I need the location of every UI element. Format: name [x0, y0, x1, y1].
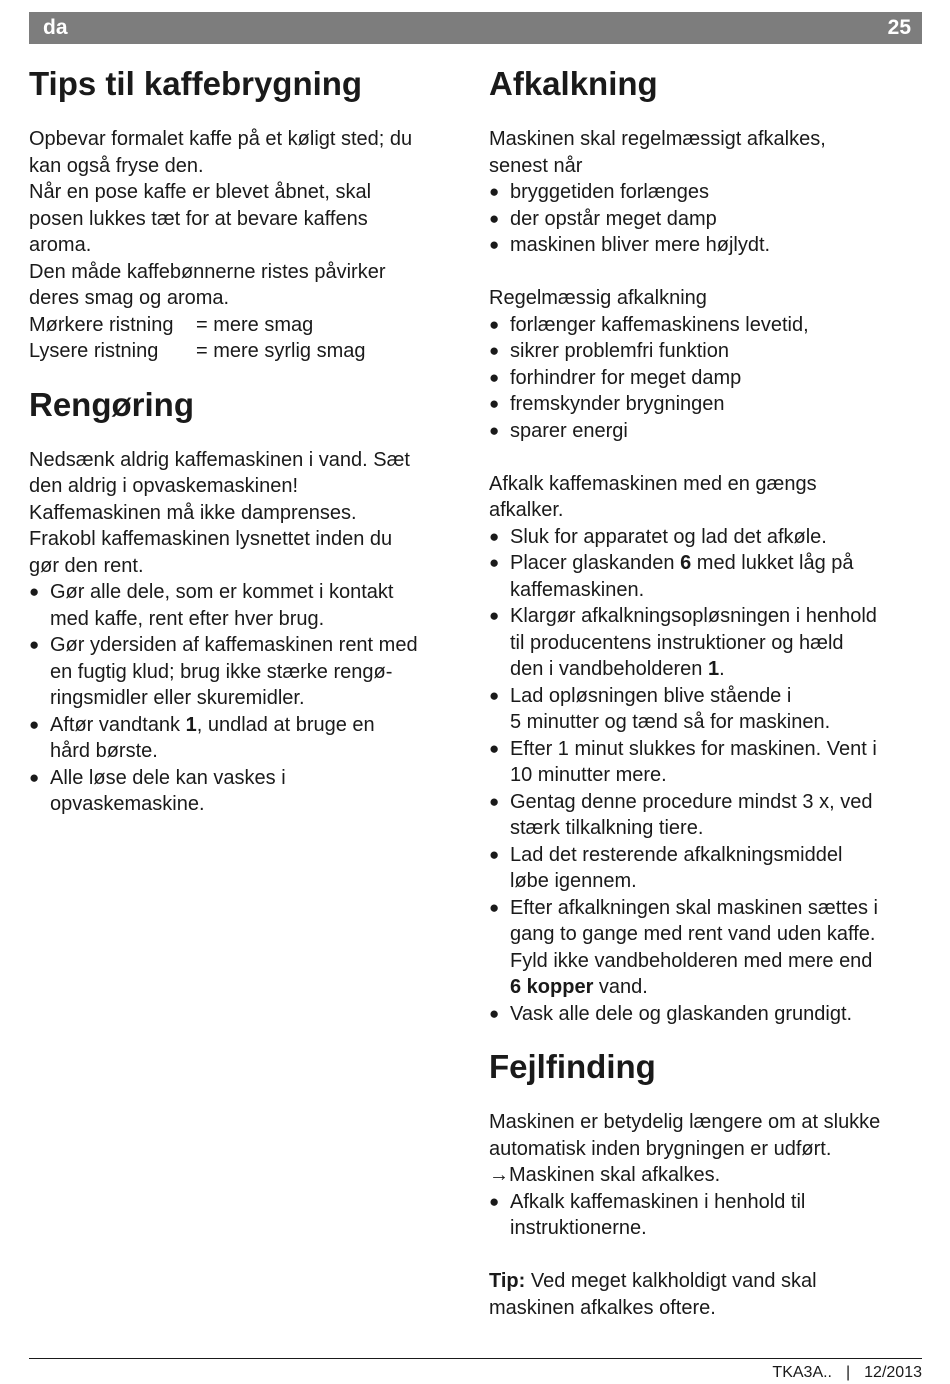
- text-line: ● Gør alle dele, som er kommet i kontakt: [50, 581, 394, 603]
- list-item: [489, 683, 929, 736]
- descaling-when-list: [489, 179, 929, 259]
- text-span: Aftør vandtank: [50, 713, 186, 736]
- text-line: ringsmidler eller skuremidler.: [50, 687, 305, 709]
- tip-label: Tip:: [489, 1270, 526, 1292]
- list-item: ● sikrer problemfri funktion: [489, 338, 929, 365]
- text-line: hård børste.: [50, 740, 158, 762]
- troubleshooting-heading: Fejlfinding: [489, 1048, 656, 1085]
- text-line: afkalker.: [489, 499, 564, 521]
- list-item: [489, 603, 929, 683]
- text-line: med kaffe, rent efter hver brug.: [50, 607, 325, 630]
- roast-row: [29, 338, 469, 365]
- list-item: [489, 842, 929, 895]
- tip-note: [489, 1268, 929, 1321]
- text-line: posen lukkes tæt for at bevare kaffens: [29, 207, 368, 230]
- text-line: kan også fryse den.: [29, 154, 204, 177]
- footer-divider: [29, 1358, 922, 1359]
- text-span: , undlad at bruge en: [196, 713, 375, 736]
- text-line: ● Efter afkalkningen skal maskinen sættes i: [510, 896, 878, 919]
- roast-value: = mere smag: [196, 313, 314, 336]
- text-span: med lukket låg på: [691, 552, 854, 574]
- model-number: TKA3A..: [772, 1364, 832, 1381]
- tips-heading: Tips til kaffebrygning: [29, 65, 363, 102]
- text-line: ● Gentag denne procedure mindst 3 x, ved: [510, 790, 873, 813]
- publication-date: 12/2013: [864, 1364, 922, 1381]
- text-line: gang to gange med rent vand uden kaffe.: [510, 923, 876, 945]
- text-line: [510, 974, 929, 1001]
- text-line: kaffemaskinen.: [510, 578, 645, 601]
- list-item: [29, 765, 469, 818]
- list-item: [29, 579, 469, 632]
- tank-ref: 1: [707, 658, 720, 680]
- text-line: [50, 712, 469, 739]
- cleaning-text: [29, 447, 469, 580]
- text-line: ● Afkalk kaffemaskinen i henhold til: [510, 1190, 806, 1213]
- text-line: Nedsænk aldrig kaffemaskinen i vand. Sæt: [29, 448, 410, 471]
- text-line: maskinen afkalkes oftere.: [489, 1296, 716, 1319]
- list-item: ● forhindrer for meget damp: [489, 365, 929, 392]
- footer-separator: |: [846, 1364, 851, 1381]
- text-line: senest når: [489, 154, 583, 177]
- descaling-how-intro: [489, 471, 929, 524]
- list-item: [489, 895, 929, 1001]
- list-item: [29, 632, 469, 712]
- tank-ref: 1: [185, 713, 197, 736]
- list-item: [489, 789, 929, 842]
- text-line: ● Gør ydersiden af kaffemaskinen rent med: [50, 634, 418, 656]
- cleaning-heading: Rengøring: [29, 385, 194, 423]
- text-line: stærk tilkalkning tiere.: [510, 817, 704, 839]
- list-item: ● Vask alle dele og glaskanden grundigt.: [489, 1001, 929, 1028]
- list-item: [489, 736, 929, 789]
- list-item: [29, 712, 469, 765]
- right-column: [489, 62, 929, 1321]
- list-item: ● der opstår meget damp: [489, 206, 929, 233]
- text-line: ● Lad det resterende afkalkningsmiddel: [510, 843, 843, 866]
- troubleshooting-problem: [489, 1109, 929, 1189]
- text-line: Opbevar formalet kaffe på et køligt sted; du: [29, 128, 413, 150]
- list-item: ● maskinen bliver mere højlydt.: [489, 232, 929, 259]
- text-line: [489, 1268, 929, 1295]
- text-line: ● Alle løse dele kan vaskes i: [50, 766, 286, 789]
- roast-label: Lysere ristning: [29, 340, 159, 362]
- descaling-intro: [489, 126, 929, 179]
- list-item: ● bryggetiden forlænges: [489, 179, 929, 206]
- text-span: Ved meget kalkholdigt vand skal: [525, 1270, 817, 1292]
- regular-descaling-title: Regelmæssig afkalkning: [489, 287, 707, 309]
- text-span: .: [719, 658, 725, 680]
- text-span: Placer glaskanden: [510, 552, 681, 574]
- descaling-heading: Afkalkning: [489, 65, 658, 102]
- troubleshooting-action: [489, 1189, 929, 1242]
- cause-line: →Maskinen skal afkalkes.: [489, 1164, 721, 1186]
- text-line: Maskinen skal regelmæssigt afkalkes,: [489, 128, 826, 150]
- cleaning-bullets: [29, 579, 469, 818]
- benefits-list: [489, 312, 929, 445]
- text-line: til producentens instruktioner og hæld: [510, 631, 844, 654]
- page-header: [29, 12, 922, 44]
- text-line: ● Klargør afkalkningsopløsningen i henhold: [510, 605, 877, 627]
- cups-limit: 6 kopper: [510, 976, 594, 998]
- list-item: [489, 1189, 929, 1242]
- list-item: [489, 550, 929, 603]
- text-line: gør den rent.: [29, 554, 144, 577]
- text-line: [510, 550, 929, 577]
- list-item: ● fremskynder brygningen: [489, 391, 929, 418]
- text-line: Når en pose kaffe er blevet åbnet, skal: [29, 181, 372, 203]
- language-code: da: [43, 16, 68, 39]
- text-line: Den måde kaffebønnerne ristes påvirker: [29, 260, 386, 283]
- list-item: ● Sluk for apparatet og lad det afkøle.: [489, 524, 929, 551]
- text-line: ● Lad opløsningen blive stående i: [510, 684, 792, 707]
- text-line: løbe igennem.: [510, 870, 637, 892]
- text-span: den i vandbeholderen: [510, 658, 708, 680]
- jug-ref: 6: [680, 552, 692, 574]
- text-line: ● Efter 1 minut slukkes for maskinen. Vent i: [510, 737, 877, 760]
- list-item: ● sparer energi: [489, 418, 929, 445]
- text-line: 5 minutter og tænd så for maskinen.: [510, 711, 831, 733]
- text-span: vand.: [593, 976, 648, 998]
- roast-label: Mørkere ristning: [29, 313, 174, 336]
- text-line: en fugtig klud; brug ikke stærke rengø-: [50, 660, 393, 683]
- text-line: automatisk inden brygningen er udført.: [489, 1137, 832, 1160]
- roast-value: = mere syrlig smag: [196, 340, 366, 362]
- roast-row: [29, 312, 469, 339]
- text-line: 10 minutter mere.: [510, 764, 667, 786]
- text-line: Afkalk kaffemaskinen med en gængs: [489, 472, 817, 495]
- text-line: instruktionerne.: [510, 1217, 647, 1239]
- page-number: 25: [887, 16, 911, 39]
- text-line: Fyld ikke vandbeholderen med mere end: [510, 949, 873, 972]
- text-line: deres smag og aroma.: [29, 287, 230, 309]
- descaling-steps: [489, 524, 929, 1028]
- text-line: Maskinen er betydelig længere om at slukke: [489, 1111, 881, 1133]
- page-footer: [772, 1364, 922, 1382]
- text-line: Kaffemaskinen må ikke damprenses.: [29, 501, 357, 524]
- list-item: ● forlænger kaffemaskinens levetid,: [489, 312, 929, 339]
- text-line: [510, 656, 929, 683]
- text-line: opvaskemaskine.: [50, 793, 205, 815]
- text-line: aroma.: [29, 234, 92, 256]
- text-line: den aldrig i opvaskemaskinen!: [29, 475, 299, 497]
- text-line: Frakobl kaffemaskinen lysnettet inden du: [29, 528, 393, 550]
- tips-text: [29, 126, 469, 365]
- left-column: [29, 62, 469, 818]
